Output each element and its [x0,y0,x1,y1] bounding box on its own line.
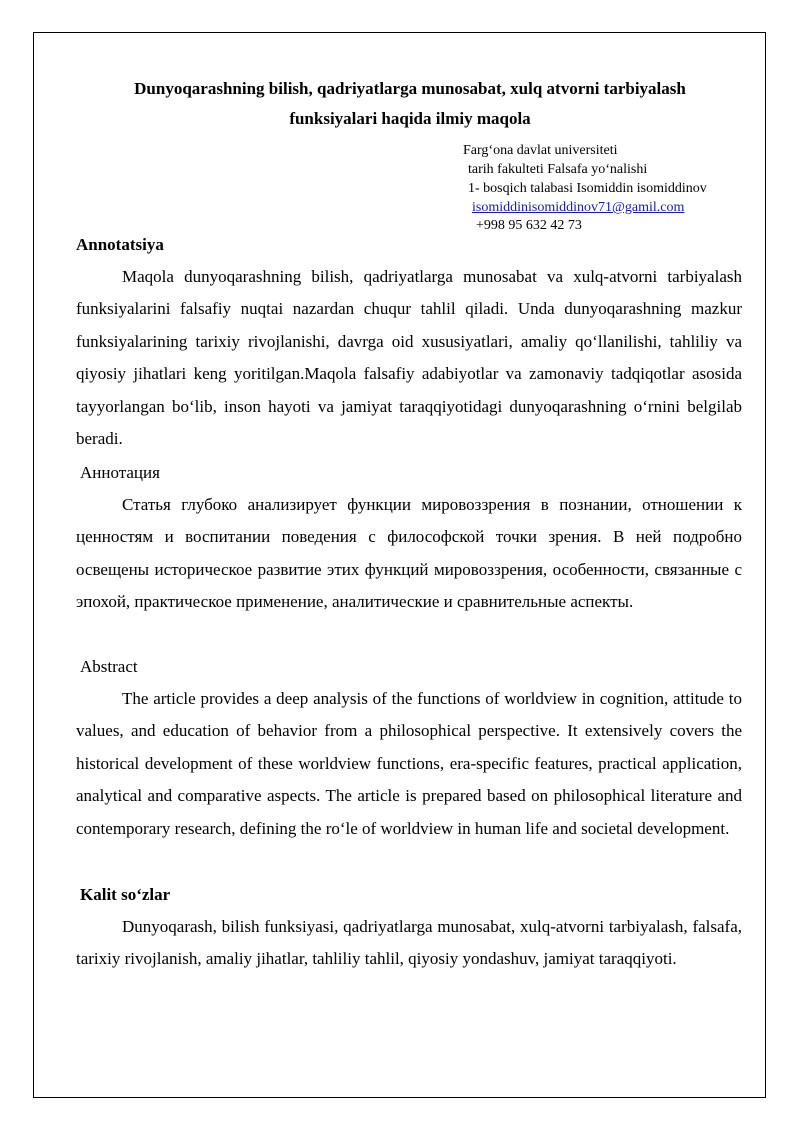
author-university: Farg‘ona davlat universiteti [463,143,618,158]
abstract-text: The article provides a deep analysis of the functions of worldview in cognition, attitude to values, and education of behavior from a philosophical perspective. It extensively covers the historical development of these worldview functions, era-specific features, practical application, analytical and comparative aspects. The article is prepared based on philosophical literature and contemporary research, defining the ro‘le of worldview in human life and societal development. [76,689,742,838]
abstract-heading: Abstract [80,657,138,676]
article-title-line-1: Dunyoqarashning bilish, qadriyatlarga munosabat, xulq atvorni tarbiyalash [134,79,686,98]
annotaciya-ru-text: Статья глубоко анализирует функции мировоззрения в познании, отношении к ценностям и воспитании поведения с философской точки зрения. В ней подробно освещены историческое развитие этих функций мировоззрения, особенности, связанные с эпохой, практическое применение, аналитические и сравнительные аспекты. [76,495,742,612]
keywords-text: Dunyoqarash, bilish funksiyasi, qadriyatlarga munosabat, xulq-atvorni tarbiyalash, falsafa, tarixiy rivojlanish, amaliy jihatlar, tahliliy tahlil, qiyosiy yondashuv, jamiyat taraqqiyoti. [76,917,742,969]
annotatsiya-text: Maqola dunyoqarashning bilish, qadriyatlarga munosabat va xulq-atvorni tarbiyalash funksiyalarini falsafiy nuqtai nazardan chuqur tahlil qiladi. Unda dunyoqarashning mazkur funksiyalarining tarixiy rivojlanishi, davrga oid xususiyatlari, amaliy qo‘llanilishi, tahliliy va qiyosiy jihatlari keng yoritilgan.Maqola falsafiy adabiyotlar va zamonaviy tadqiqotlar asosida tayyorlangan bo‘lib, inson hayoti va jamiyat taraqqiyotidagi dunyoqarashning o‘rnini belgilab beradi. [76,267,742,449]
annotaciya-ru-heading: Аннотация [80,463,160,482]
author-email-link[interactable]: isomiddinisomiddinov71@gamil.com [472,200,685,215]
annotatsiya-heading: Annotatsiya [76,235,164,254]
article-title-line-2: funksiyalari haqida ilmiy maqola [289,109,531,128]
author-phone: +998 95 632 42 73 [476,218,582,233]
author-faculty: tarih fakulteti Falsafa yo‘nalishi [468,162,648,177]
author-name: 1- bosqich talabasi Isomiddin isomiddinov [468,181,707,196]
keywords-heading: Kalit so‘zlar [80,885,171,904]
